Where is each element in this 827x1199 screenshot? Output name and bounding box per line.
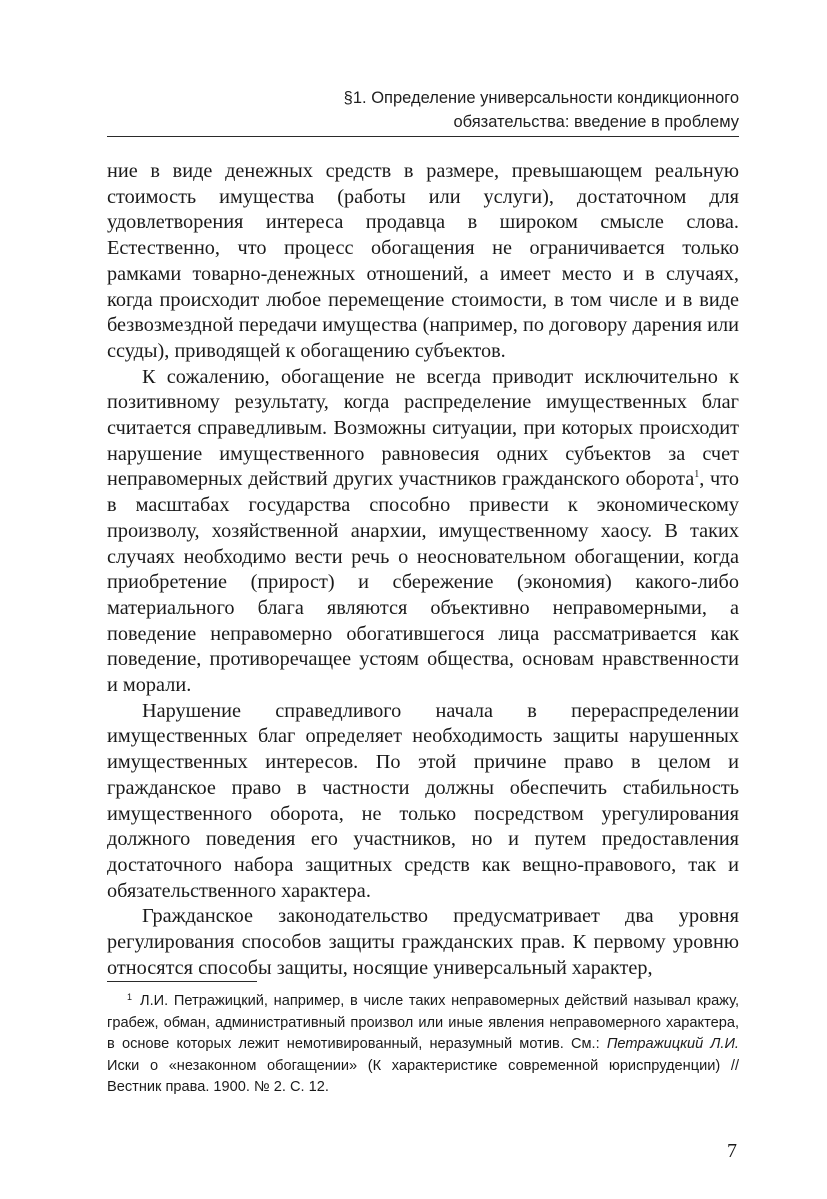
footnote-mark: 1 <box>127 992 133 1002</box>
paragraph-4: Гражданское законодательство предусматривает два уровня регулирования способов защиты гражданских прав. К первому уровню относятся способы защиты, носящие универсальный характер, <box>107 905 739 979</box>
footnote-divider <box>107 981 257 982</box>
paragraph-1: ние в виде денежных средств в размере, превышающем реальную стоимость имущества (работы или услуги), достаточном для удовлетворения интереса продавца в широком смысле слова. Естественно, что процесс обогащения не ограничивается только рамками товарно-денежных отношений, а имеет место и в случаях, когда происходит любое перемещение стоимости, в том числе и в виде безвозмездной передачи имущества (например, по договору дарения или ссуды), приводящей к обогащению субъектов. <box>107 160 739 362</box>
paragraph-2-part-1: К сожалению, обогащение не всегда приводит исключительно к позитивному результату, когда распределение имущественных благ считается справедливым. Возможны ситуации, при которых происходит нарушение имущественного равновесия одних субъектов за счет неправомерных действий других участников гражданского оборота <box>107 365 739 491</box>
paragraph-3: Нарушение справедливого начала в перераспределении имущественных благ определяет необходимость защиты нарушенных имущественных интересов. По этой причине право в целом и гражданское право в частности должны обеспечить стабильность имущественного оборота, не только посредством урегулирования должного поведения его участников, но и путем предоставления достаточного набора защитных средств как вещно-правового, так и обязательственного характера. <box>107 699 739 902</box>
paragraph-2 <box>107 365 739 699</box>
paragraph-2-part-2: , что в масштабах государства способно привести к экономическому произволу, хозяйственной анархии, имущественному хаосу. В таких случаях необходимо вести речь о неосновательном обогащении, когда приобретение (прирост) и сбережение (экономия) какого-либо материального блага являются объективно неправомерными, а поведение неправомерно обогатившегося лица рассматривается как поведение, противоречащее устоям общества, основам нравственности и морали. <box>107 468 739 697</box>
footnote-text-2: Иски о «незаконном обогащении» (К характеристике современной юриспруденции) // Вестник права. 1900. № 2. С. 12. <box>107 1057 739 1095</box>
footnote-text-1: Л.И. Петражицкий, например, в числе таких неправомерных действий называл кражу, грабеж, обман, административный произвол или иные явления неправомерного характера, в основе которых лежит немотивированный, неразумный мотив. См.: <box>107 993 739 1052</box>
footnote <box>107 991 739 1099</box>
main-text <box>107 159 739 982</box>
running-header-line-2: обязательства: введение в проблему <box>453 113 739 131</box>
footnote-reference: 1 <box>694 469 700 481</box>
running-header-line-1: §1. Определение универсальности кондикционного <box>343 89 739 107</box>
header-divider <box>107 136 739 137</box>
footnote-author: Петражицкий Л.И. <box>606 1036 739 1052</box>
running-header <box>179 86 739 134</box>
page-number: 7 <box>727 1140 737 1162</box>
